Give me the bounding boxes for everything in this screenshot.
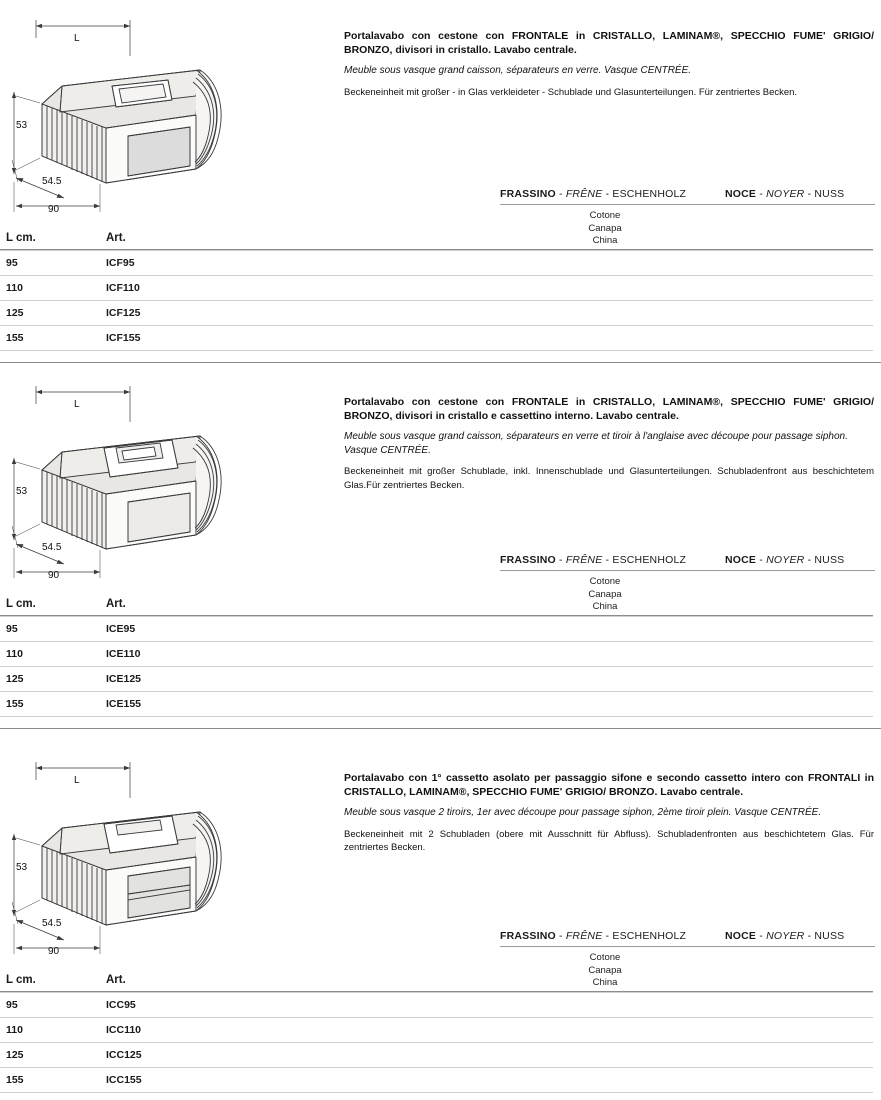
table-row — [0, 1067, 873, 1092]
product-title-de: Beckeneinheit mit 2 Schubladen (obere mit Ausschnitt für Abfluss). Schubladenfronten aus beschichtetem Glas. Für zentriertes Becken. — [344, 828, 874, 853]
finish-wood-1-fr: FRÊNE — [565, 188, 603, 200]
finishes-rule — [500, 204, 875, 205]
product-section-icf — [0, 0, 881, 365]
table-header-art: Art. — [106, 974, 126, 986]
finish-sep2: - — [807, 188, 812, 200]
finish-wood-2-de: NUSS — [814, 554, 845, 566]
cell-art: ICC155 — [106, 1074, 142, 1086]
product-text-icf — [344, 30, 874, 99]
table-bottom-rule — [0, 350, 873, 351]
dim-length-label-icc: L — [74, 775, 80, 786]
table-row — [0, 616, 873, 641]
cell-art: ICC110 — [106, 1024, 142, 1036]
cell-length: 110 — [6, 648, 23, 660]
finish-wood-2 — [725, 930, 875, 942]
finish-wood-2-de: NUSS — [814, 188, 845, 200]
finish-wood-1-it: FRASSINO — [500, 554, 556, 566]
cell-length: 155 — [6, 332, 24, 344]
finish-wood-1 — [500, 188, 725, 200]
finish-color: Canapa — [588, 222, 622, 234]
dim-width-ice: 90 — [48, 570, 60, 581]
finish-wood-1-de: ESCHENHOLZ — [612, 188, 687, 200]
finish-sep2: - — [807, 554, 812, 566]
finish-sep2: - — [605, 188, 610, 200]
table-row — [0, 300, 873, 325]
table-row — [0, 666, 873, 691]
finish-wood-1 — [500, 554, 725, 566]
table-row — [0, 992, 873, 1017]
table-header-art: Art. — [106, 598, 126, 610]
cell-length: 125 — [6, 307, 24, 319]
dim-height-icf: 53 — [16, 120, 28, 131]
cell-art: ICF95 — [106, 257, 135, 269]
cell-length: 95 — [6, 999, 18, 1011]
product-text-icc — [344, 772, 874, 855]
cell-length: 110 — [6, 282, 23, 294]
table-row — [0, 1017, 873, 1042]
product-table-ice — [0, 598, 873, 717]
cell-art: ICC95 — [106, 999, 136, 1011]
dim-depth-icc: 54.5 — [42, 918, 62, 929]
finish-wood-1-it: FRASSINO — [500, 930, 556, 942]
finish-color: Cotone — [589, 952, 621, 963]
cell-length: 155 — [6, 1074, 24, 1086]
finish-color: Cotone — [589, 576, 621, 587]
cell-length: 155 — [6, 698, 24, 710]
finish-wood-2 — [725, 188, 875, 200]
table-header-art: Art. — [106, 232, 126, 244]
finish-color: Canapa — [588, 588, 622, 600]
finish-wood-1 — [500, 930, 725, 942]
finishes-header — [500, 188, 875, 204]
cell-art: ICF125 — [106, 307, 141, 319]
product-table-icc — [0, 974, 873, 1093]
finish-sep: - — [558, 930, 563, 942]
cell-length: 95 — [6, 257, 18, 269]
product-title: Portalavabo con cestone con FRONTALE in CRISTALLO, LAMINAM®, SPECCHIO FUME' GRIGIO/ BRONZO, divisori in cristallo e cassettino interno. Lavabo centrale. — [344, 396, 874, 422]
cell-length: 95 — [6, 623, 18, 635]
product-drawing-icc — [0, 750, 330, 990]
dim-height-ice: 53 — [16, 486, 28, 497]
cell-art: ICF110 — [106, 282, 140, 294]
dim-depth-icf: 54.5 — [42, 176, 62, 187]
cell-length: 125 — [6, 673, 24, 685]
finishes-rule — [500, 946, 875, 947]
finish-wood-1-de: ESCHENHOLZ — [612, 930, 687, 942]
section-divider — [0, 728, 881, 729]
finish-wood-1-it: FRASSINO — [500, 188, 556, 200]
finish-wood-2-fr: NOYER — [766, 554, 805, 566]
product-title-fr: Meuble sous vasque grand caisson, séparateurs en verre. Vasque CENTRÉE. — [344, 65, 692, 76]
finish-sep: - — [558, 188, 563, 200]
finish-wood-1-fr: FRÊNE — [565, 930, 603, 942]
cell-length: 110 — [6, 1024, 23, 1036]
finish-sep: - — [558, 554, 563, 566]
finish-sep2: - — [605, 930, 610, 942]
finish-wood-1-fr: FRÊNE — [565, 554, 603, 566]
finish-wood-1-de: ESCHENHOLZ — [612, 554, 687, 566]
product-title-de: Beckeneinheit mit großer Schublade, inkl. Innenschublade und Glasunterteilungen. Schubladenfront aus beschichtetem Glas.Für zentriertes Becken. — [344, 466, 874, 491]
finish-wood-2-fr: NOYER — [766, 188, 805, 200]
product-title-fr: Meuble sous vasque grand caisson, séparateurs en verre et tiroir à l'anglaise avec découpe pour passage siphon. Vasque CENTRÉE. — [344, 431, 848, 456]
table-header — [0, 974, 873, 991]
finish-wood-2-de: NUSS — [814, 930, 845, 942]
table-row — [0, 250, 873, 275]
cell-length: 125 — [6, 1049, 24, 1061]
table-header — [0, 598, 873, 615]
finish-wood-2-fr: NOYER — [766, 930, 805, 942]
product-section-ice — [0, 366, 881, 731]
cell-art: ICE95 — [106, 623, 136, 635]
table-header-length: L cm. — [6, 974, 36, 986]
finish-color: China — [592, 977, 618, 988]
product-drawing-ice — [0, 374, 330, 614]
finish-color: Canapa — [588, 964, 622, 976]
finishes-header — [500, 930, 875, 946]
table-bottom-rule — [0, 1092, 873, 1093]
table-row — [0, 275, 873, 300]
cell-art: ICC125 — [106, 1049, 142, 1061]
dim-width-icc: 90 — [48, 946, 60, 957]
finish-sep: - — [759, 554, 763, 566]
cell-art: ICE125 — [106, 673, 142, 685]
product-drawing-icf — [0, 8, 330, 248]
finish-wood-2 — [725, 554, 875, 566]
finish-wood-2-it: NOCE — [725, 930, 757, 942]
table-row — [0, 641, 873, 666]
table-header-length: L cm. — [6, 598, 36, 610]
dim-length-label-ice: L — [74, 399, 80, 410]
finishes-rule — [500, 570, 875, 571]
table-row — [0, 325, 873, 350]
dim-width-icf: 90 — [48, 204, 60, 215]
product-title-fr: Meuble sous vasque 2 tiroirs, 1er avec découpe pour passage siphon, 2ème tiroir plein. Vasque CENTRÉE. — [344, 807, 822, 818]
table-row — [0, 1042, 873, 1067]
cell-art: ICE155 — [106, 698, 142, 710]
product-title-de: Beckeneinheit mit großer - in Glas verkleideter - Schublade und Glasunterteilungen. Für zentriertes Becken. — [344, 86, 798, 98]
product-section-icc — [0, 742, 881, 1100]
product-table-icf — [0, 232, 873, 351]
finish-color: China — [592, 601, 618, 612]
finish-color: China — [592, 235, 618, 246]
dim-length-label-icf: L — [74, 33, 80, 44]
product-text-ice — [344, 396, 874, 492]
cell-art: ICE110 — [106, 648, 141, 660]
table-header-length: L cm. — [6, 232, 36, 244]
finish-sep2: - — [807, 930, 812, 942]
dim-height-icc: 53 — [16, 862, 28, 873]
finish-sep: - — [759, 188, 763, 200]
finishes-header — [500, 554, 875, 570]
finish-sep2: - — [605, 554, 610, 566]
dim-depth-ice: 54.5 — [42, 542, 62, 553]
product-title: Portalavabo con 1° cassetto asolato per passaggio sifone e secondo cassetto intero con FRONTALI in CRISTALLO, LAMINAM®, SPECCHIO FUME' GRIGIO/ BRONZO. Lavabo centrale. — [344, 772, 874, 798]
finish-color: Cotone — [589, 210, 621, 221]
table-bottom-rule — [0, 716, 873, 717]
cell-art: ICF155 — [106, 332, 141, 344]
finish-wood-2-it: NOCE — [725, 554, 757, 566]
table-row — [0, 691, 873, 716]
finish-sep: - — [759, 930, 763, 942]
finish-wood-2-it: NOCE — [725, 188, 757, 200]
section-divider — [0, 362, 881, 363]
table-header — [0, 232, 873, 249]
product-title: Portalavabo con cestone con FRONTALE in CRISTALLO, LAMINAM®, SPECCHIO FUME' GRIGIO/ BRONZO, divisori in cristallo. Lavabo centrale. — [344, 30, 874, 56]
